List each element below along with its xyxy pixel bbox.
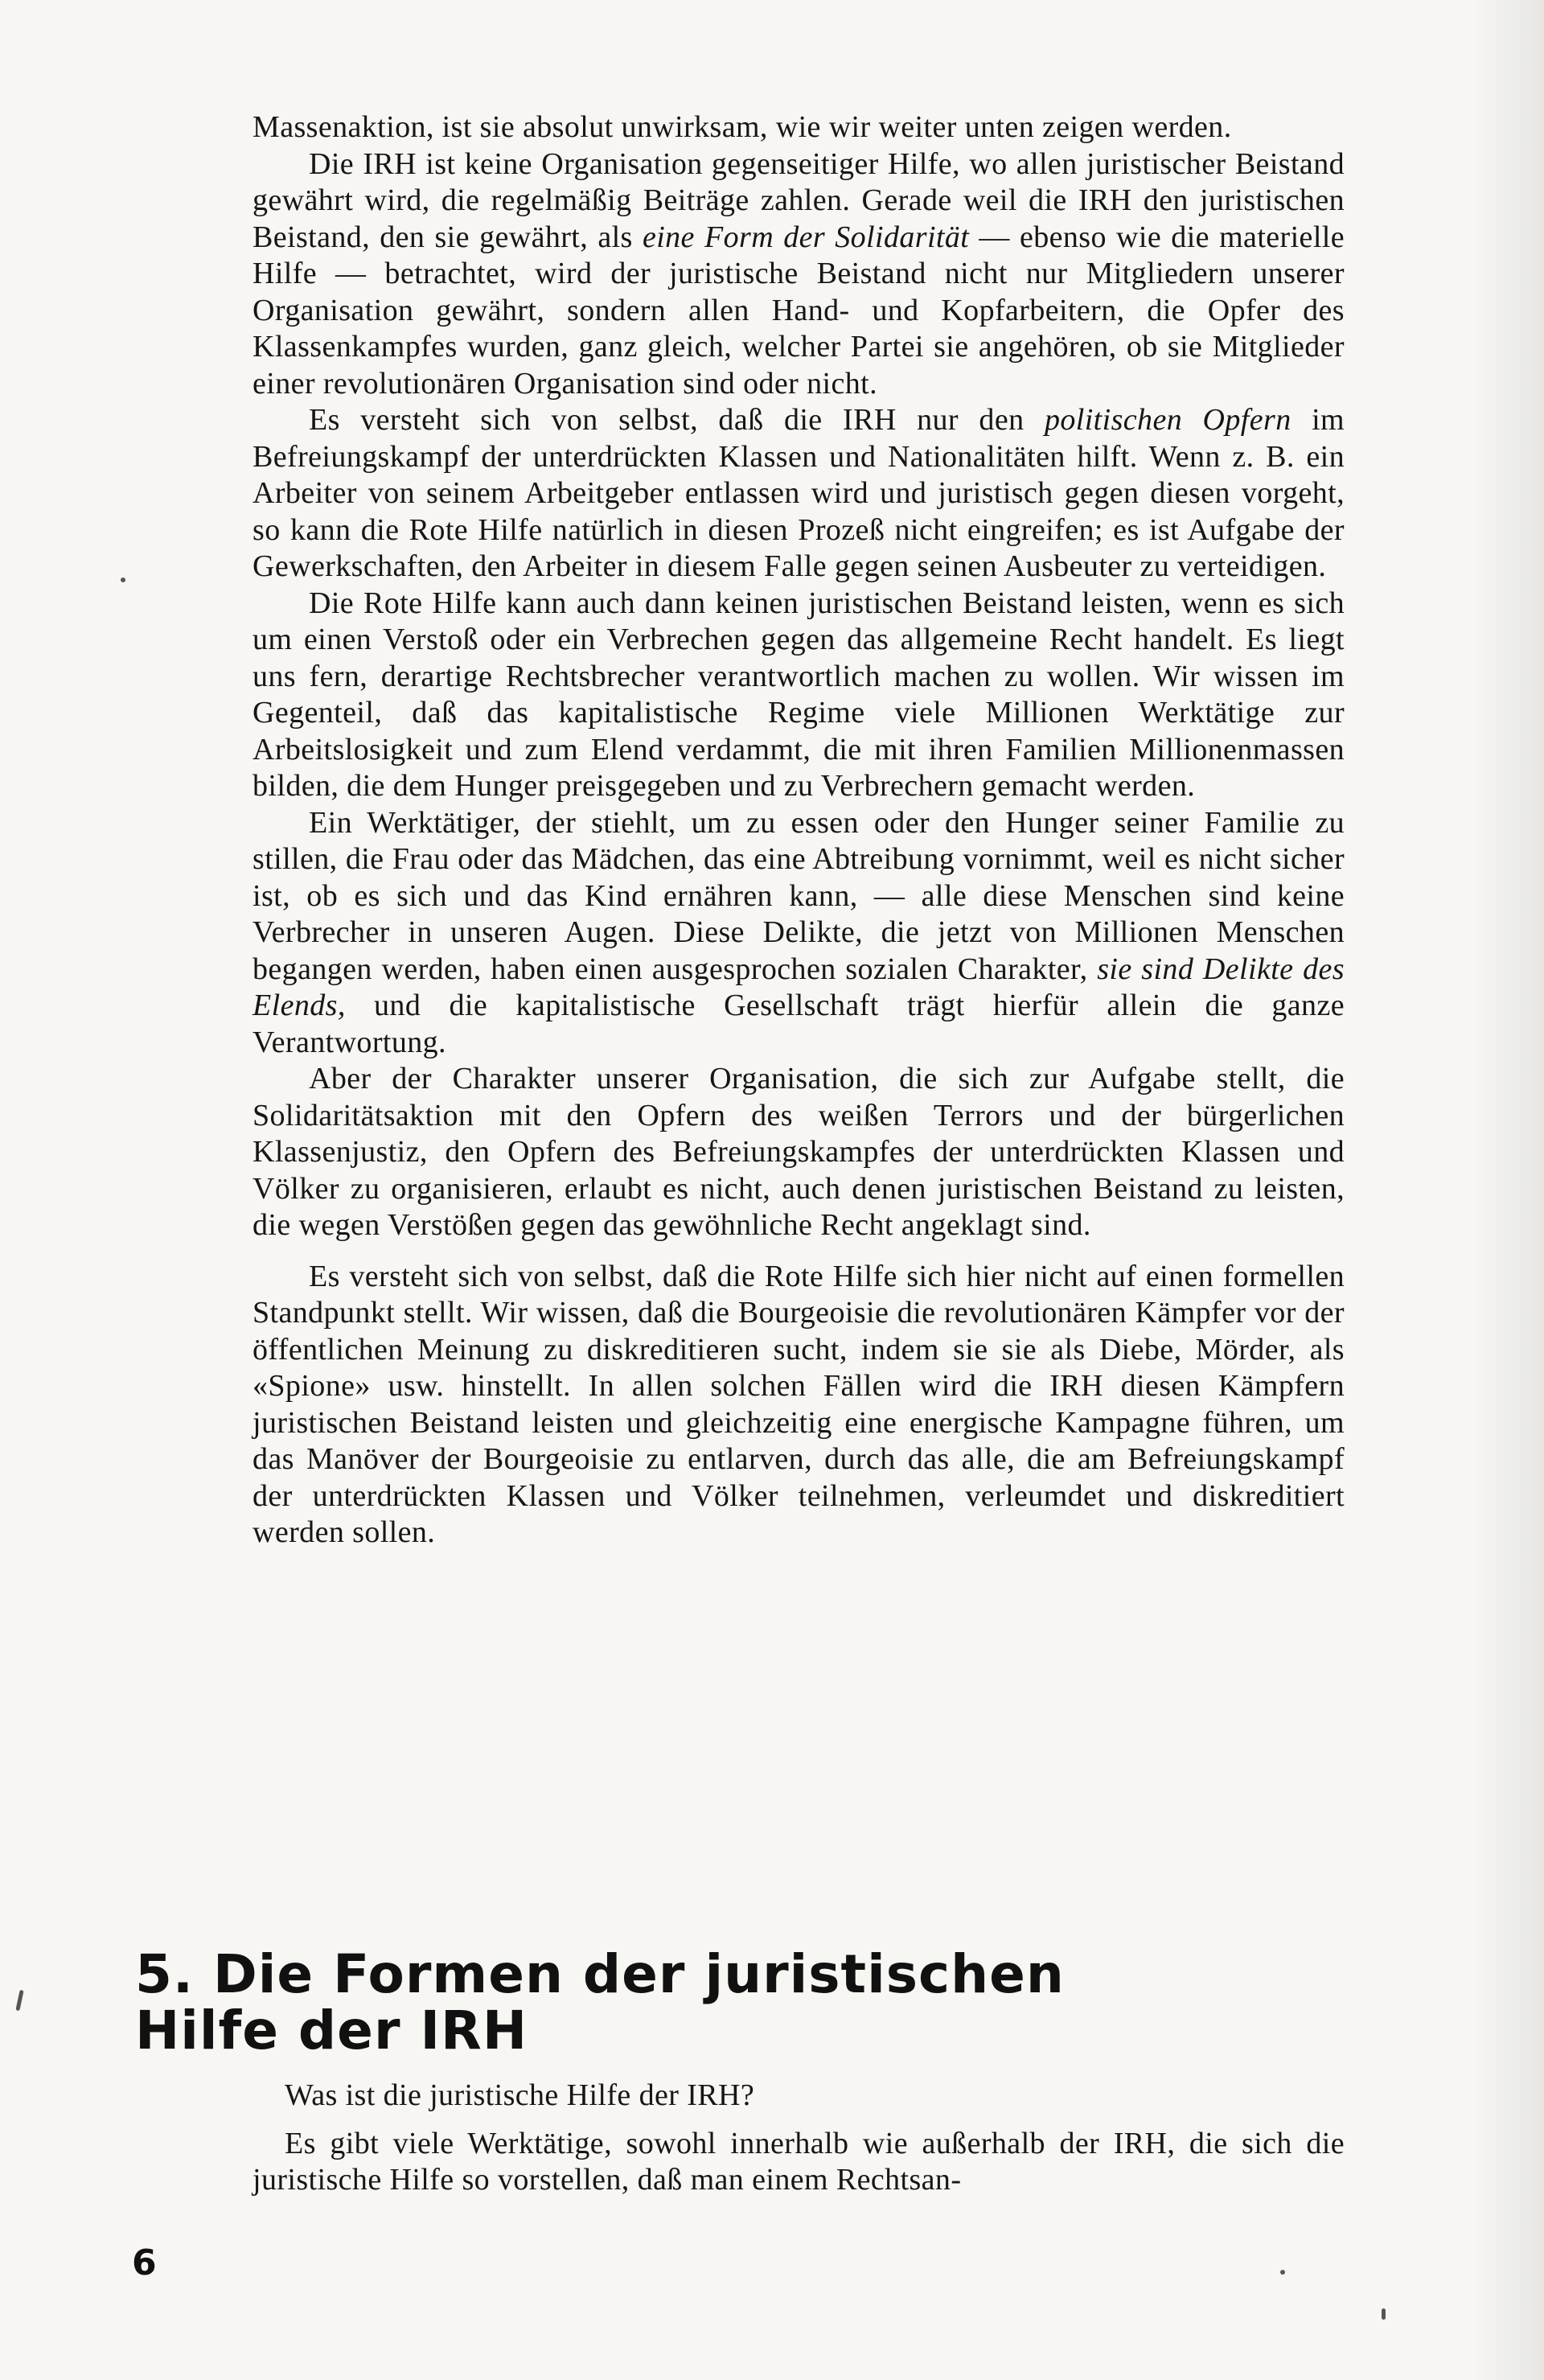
paragraph-text: Die IRH ist keine Organisation gegenseitiger Hilfe, wo allen juristischer Beistand gewährt wird, die regelmäßig Beiträge zahlen. Gerade weil die IRH den juristischen Beistand, den sie gewährt, als (253, 146, 1345, 254)
paragraph-text: Es versteht sich von selbst, daß die Rote Hilfe sich hier nicht auf einen formellen Standpunkt stellt. Wir wissen, daß die Bourgeoisie die revolutionären Kämpfer vor der öffentlichen Meinung zu diskreditieren sucht, indem sie sie als Diebe, Mörder, als «Spione» usw. hinstellt. In allen solchen Fällen wird die IRH diesen Kämpfern juristischen Beistand leisten und gleichzeitig eine energische Kampagne führen, um das Manöver der Bourgeoisie zu entlarven, durch das alle, die am Befreiungskampf der unterdrückten Klassen und Völker teilnehmen, verleumdet und diskreditiert werden sollen. (253, 1259, 1345, 1549)
section-heading-line: Hilfe der IRH (135, 2000, 528, 2061)
italic-emphasis: sie sind Delikte des Elends, (253, 952, 1345, 1022)
paragraph-text: und die kapitalistische Gesellschaft trägt hierfür allein die ganze Verantwortung. (253, 989, 1345, 1059)
paragraph-text: Die Rote Hilfe kann auch dann keinen juristischen Beistand leisten, wenn es sich um einen Verstoß oder ein Verbrechen gegen das allgemeine Recht handelt. Es liegt uns fern, derartige Rechtsbrecher verantwortlich machen zu wollen. Wir wissen im Gegenteil, daß das kapitalistische Regime viele Millionen Werktätige zur Arbeitslosigkeit und zum Elend verdammt, die mit ihren Familien Millionenmassen bilden, die dem Hunger preisgegeben und zu Verbrechern gemacht werden. (253, 586, 1345, 803)
paragraph-text: Aber der Charakter unserer Organisation, die sich zur Aufgabe stellt, die Solidaritätsaktion mit den Opfern des weißen Terrors und der bürgerlichen Klassenjustiz, den Opfern des Befreiungskampfes der unterdrückten Klassen und Völker zu organisieren, erlaubt es nicht, auch denen juristischen Beistand zu leisten, die wegen Verstößen gegen das gewöhnliche Recht angeklagt sind. (253, 1062, 1345, 1242)
section-paragraph: Es gibt viele Werktätige, sowohl innerhalb wie außerhalb der IRH, die sich die juristische Hilfe so vorstellen, daß man einem Rechtsan- (253, 2126, 1345, 2197)
print-speck (15, 1990, 23, 2011)
section-text-block (253, 2078, 1345, 2199)
paragraph-text: Ein Werktätiger, der stiehlt, um zu essen oder den Hunger seiner Familie zu stillen, die Frau oder das Mädchen, das eine Abtreibung vornimmt, weil es nicht sicher ist, ob es sich und das Kind ernähren kann, — alle diese Menschen sind keine Verbrecher in unseren Augen. Diese Delikte, die jetzt von Millionen Menschen begangen werden, haben einen ausgesprochen sozialen Charakter, (253, 805, 1345, 986)
paragraph-organisation-character (253, 1061, 1345, 1244)
paragraph-text: Massenaktion, ist sie absolut unwirksam, wie wir weiter unten zeigen werden. (253, 110, 1232, 144)
page-number: 6 (132, 2242, 157, 2283)
main-text-block (253, 109, 1345, 1552)
paragraph-text: Es versteht sich von selbst, daß die IRH nur den (309, 403, 1045, 437)
print-speck (121, 578, 125, 582)
page-edge-shading (1472, 0, 1544, 2380)
italic-emphasis: eine Form der Solidarität (642, 220, 970, 254)
section-heading-line: 5. Die Formen der juristischen (135, 1943, 1065, 2005)
section-heading (135, 1943, 1357, 2061)
paragraph-delicts-of-misery (253, 805, 1345, 1062)
paragraph-bourgeoisie-maneuver (253, 1259, 1345, 1552)
paragraph-text: im Befreiungskampf der unterdrückten Klassen und Nationalitäten hilft. Wenn z. B. ein Arbeiter von seinem Arbeitgeber entlassen wird und juristisch gegen diesen vorgeht, so kann die Rote Hilfe natürlich in diesen Prozeß nicht eingreifen; es ist Aufgabe der Gewerkschaften, den Arbeiter in diesem Falle gegen seinen Ausbeuter zu verteidigen. (253, 403, 1345, 583)
paragraph-common-law (253, 586, 1345, 805)
paragraph-irh-not-mutual-aid (253, 146, 1345, 403)
italic-emphasis: politischen Opfern (1044, 403, 1291, 437)
paragraph-continuation (253, 109, 1345, 146)
paragraph-political-victims (253, 402, 1345, 586)
paragraph-text: — ebenso wie die materielle Hilfe — betrachtet, wird der juristische Beistand nicht nur Mitgliedern unserer Organisation gewährt, sondern allen Hand- und Kopfarbeitern, die Opfer des Klassenkampfes wurden, ganz gleich, welcher Partei sie angehören, ob sie Mitglieder einer revolutionären Organisation sind oder nicht. (253, 220, 1345, 401)
print-speck (1382, 2308, 1386, 2320)
print-speck (1280, 2270, 1285, 2275)
section-question: Was ist die juristische Hilfe der IRH? (285, 2078, 755, 2112)
